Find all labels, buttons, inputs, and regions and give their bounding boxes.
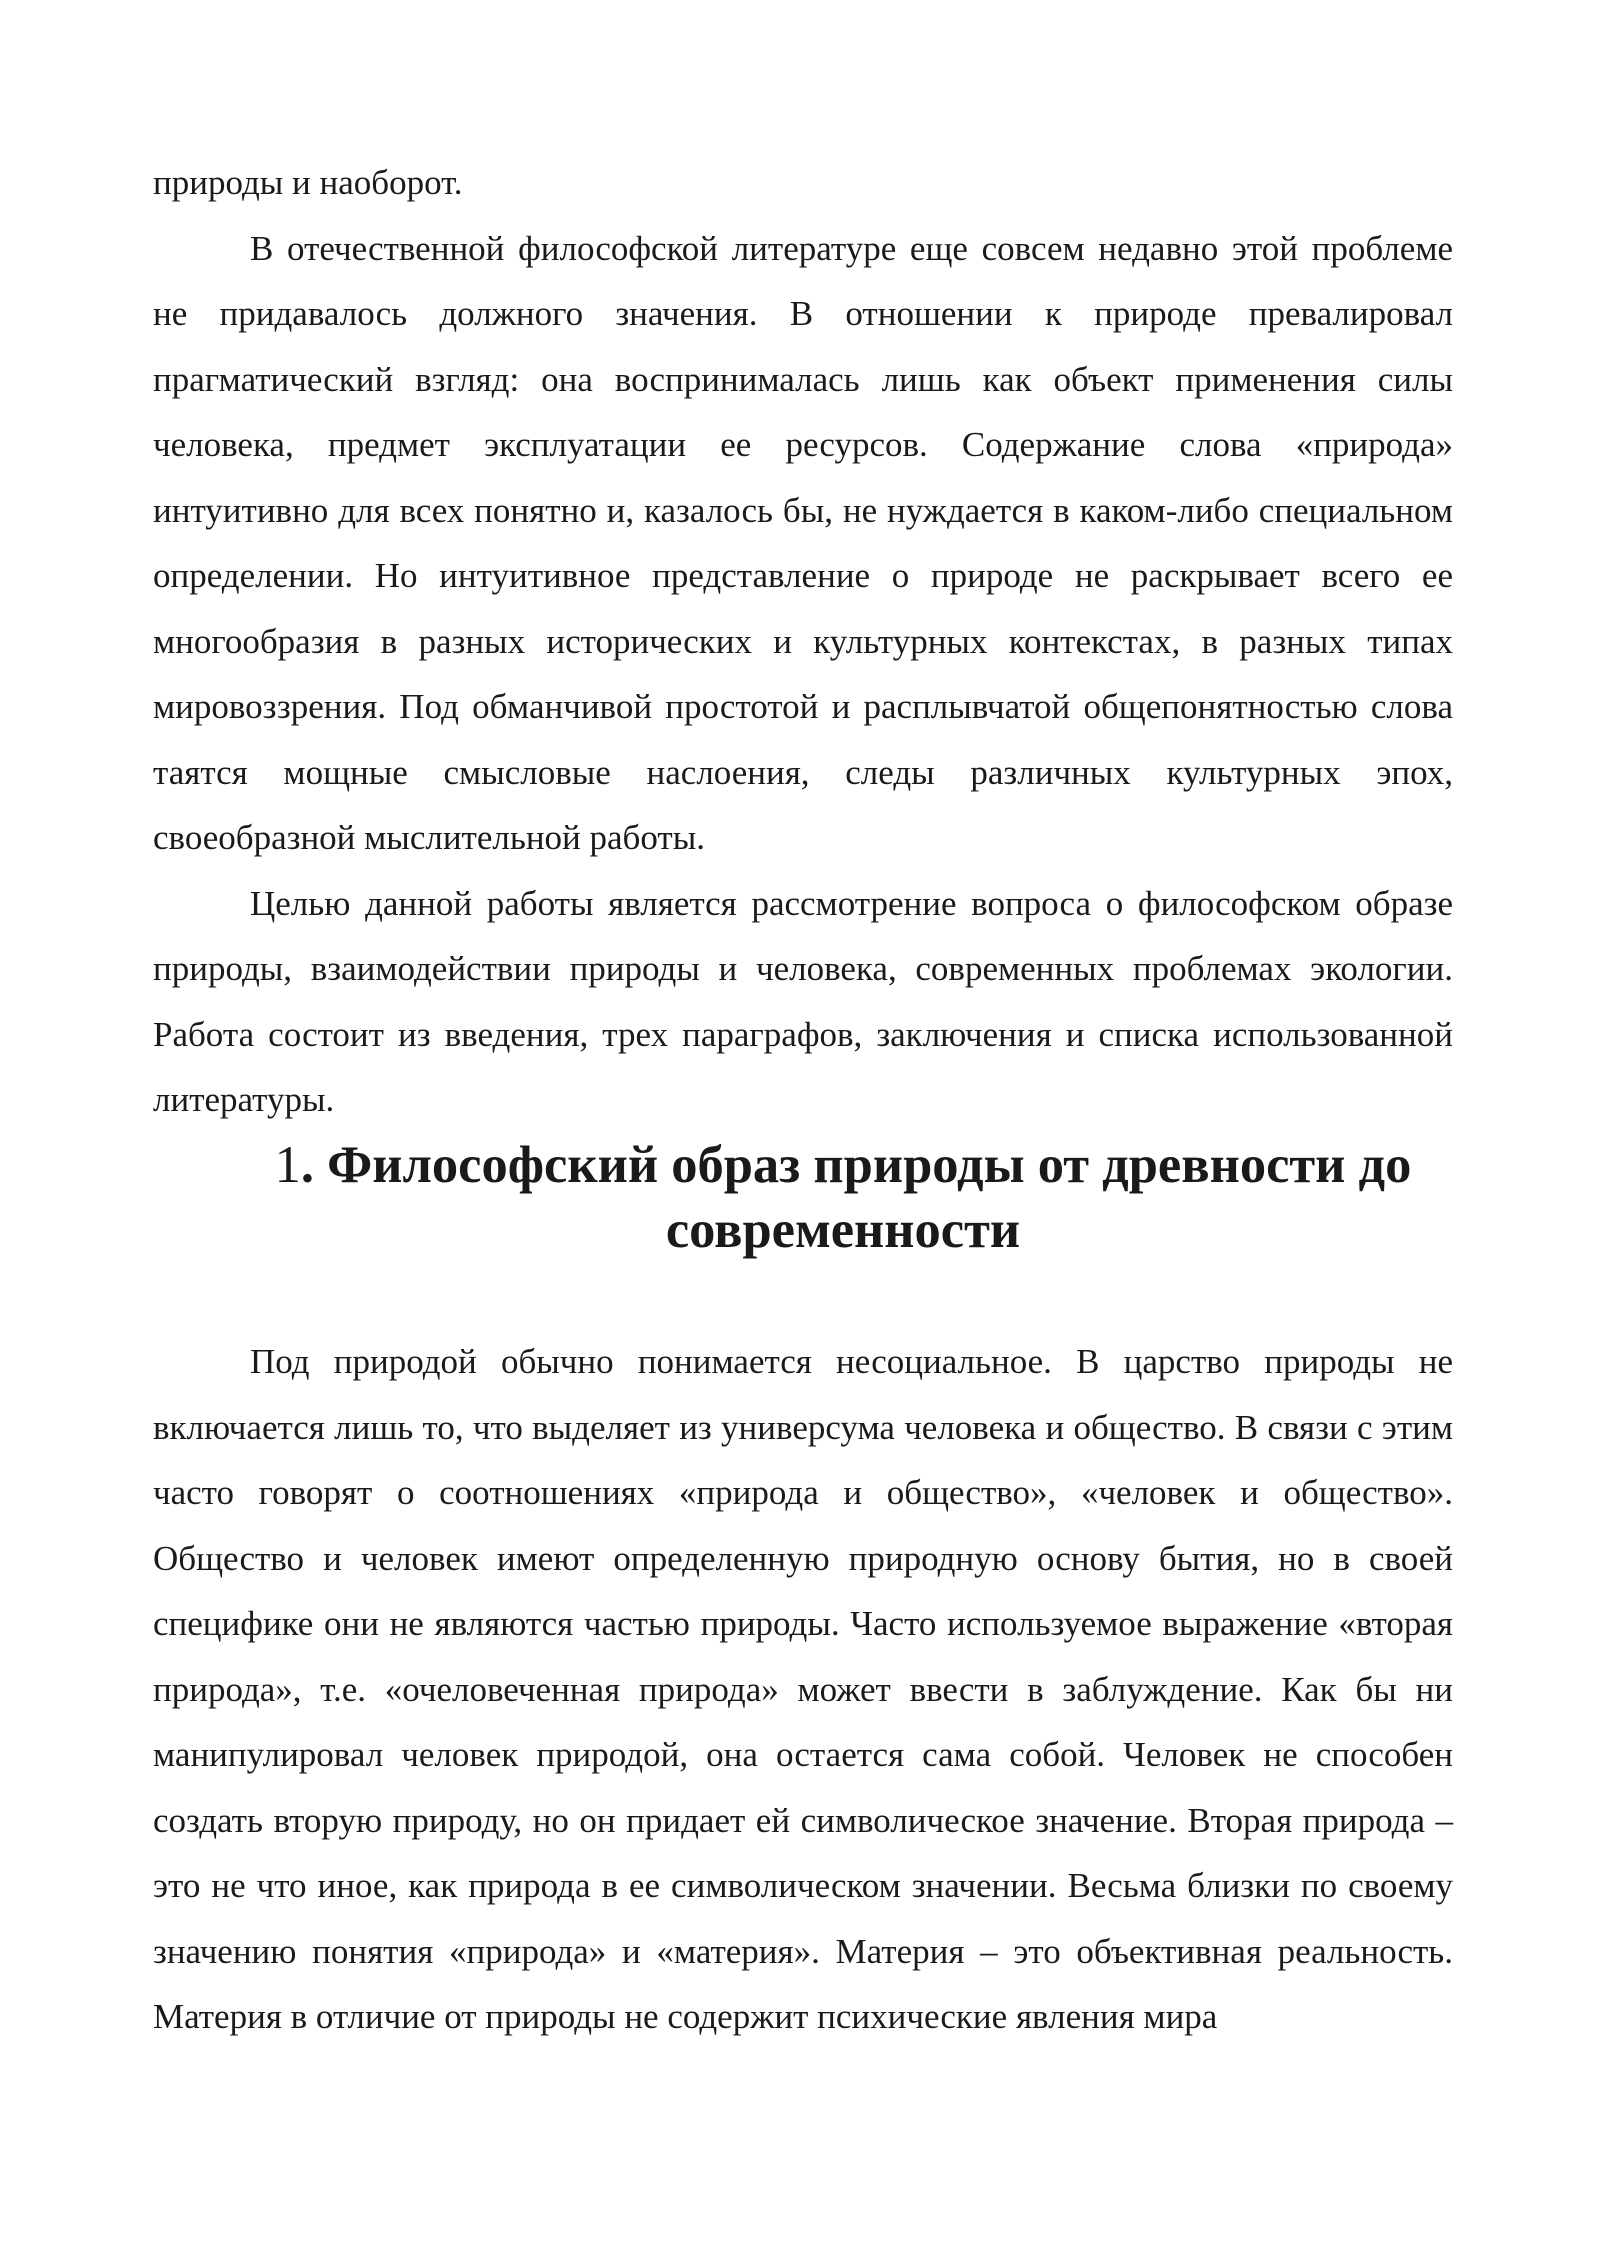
section-heading [153, 1133, 1453, 1264]
blank-line [153, 1264, 1453, 1330]
paragraph-nature-definition: Под природой обычно понимается несоциальное. В царство природы не включается лишь то, что выделяет из универсума человека и общество. В связи с этим часто говорят о соотношениях «природа и общество», «человек и общество». Общество и человек имеют определенную природную основу бытия, но в своей специфике они не являются частью природы. Часто используемое выражение «вторая природа», т.е. «очеловеченная природа» может ввести в заблуждение. Как бы ни манипулировал человек природой, она остается сама собой. Человек не способен создать вторую природу, но он придает ей символическое значение. Вторая природа – это не что иное, как природа в ее символическом значении. Весьма близки по своему значению понятия «природа» и «материя». Материя – это объективная реальность. Материя в отличие от природы не содержит психические явления мира [153, 1342, 1453, 2036]
document-page [153, 150, 1453, 2050]
section-number: 1 [274, 1135, 301, 1194]
paragraph-continuation: природы и наоборот. [153, 163, 463, 202]
paragraph-philosophical-literature: В отечественной философской литературе еще совсем недавно этой проблеме не придавалось должного значения. В отношении к природе превалировал прагматический взгляд: она воспринималась лишь как объект применения силы человека, предмет эксплуатации ее ресурсов. Содержание слова «природа» интуитивно для всех понятно и, казалось бы, не нуждается в каком-либо специальном определении. Но интуитивное представление о природе не раскрывает всего ее многообразия в разных исторических и культурных контекстах, в разных типах мировоззрения. Под обманчивой простотой и расплывчатой общепонятностью слова таятся мощные смысловые наслоения, следы различных культурных эпох, своеобразной мыслительной работы. [153, 228, 1453, 857]
paragraph-work-goal: Целью данной работы является рассмотрение вопроса о философском образе природы, взаимодействии природы и человека, современных проблемах экологии. Работа состоит из введения, трех параграфов, заключения и списка использованной литературы. [153, 883, 1453, 1119]
section-title: . Философский образ природы от древности до современности [300, 1135, 1412, 1259]
